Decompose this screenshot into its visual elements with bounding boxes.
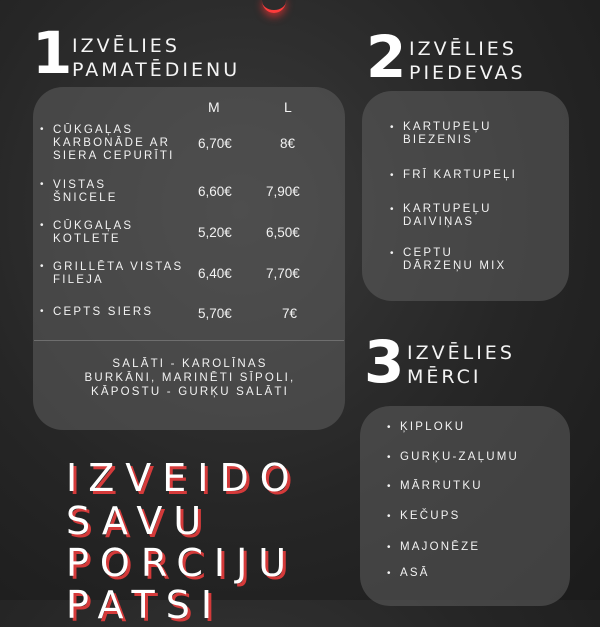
dish-name: CŪKGAĻAS KOTLETE [53,220,134,245]
dish-name: GRILLĒTA VISTAS FILEJA [53,261,184,286]
bullet-icon: • [390,248,396,259]
price-m: 5,70€ [198,306,232,321]
step-3-number: 3 [364,328,405,396]
price-l: 7,90€ [266,184,300,199]
price-m: 5,20€ [198,225,232,240]
step-1-title: IZVĒLIES PAMATĒDIENU [72,35,241,81]
bullet-icon: • [387,422,393,433]
dish-name: VISTAS ŠNICELE [53,179,118,204]
step-2-title: IZVĒLIES PIEDEVAS [409,38,526,84]
bullet-icon: • [40,261,44,272]
price-l: 6,50€ [266,225,300,240]
step-3-title: IZVĒLIES MĒRCI [407,342,515,388]
bullet-icon: • [390,122,396,133]
bullet-icon: • [387,542,393,553]
dish-name: CŪKGAĻAS KARBONĀDE AR SIERA CEPURĪTI [53,124,175,162]
neon-sign-decoration [262,0,286,13]
bullet-icon: • [390,204,396,215]
price-l: 7€ [282,306,298,321]
price-m: 6,70€ [198,136,232,151]
bullet-icon: • [387,452,393,463]
column-header-m: M [208,99,222,115]
column-header-l: L [284,99,294,115]
slogan-line-4: PATSI [66,583,224,627]
dish-name: CEPTS SIERS [53,306,154,318]
slogan-line-3: PORCIJU [66,541,298,585]
price-l: 7,70€ [266,266,300,281]
slogan-line-1: IZVEIDO [66,456,301,500]
bullet-icon: • [40,179,44,190]
step-2-number: 2 [366,23,407,91]
bullet-icon: • [40,306,44,317]
step-1-number: 1 [32,19,73,87]
price-l: 8€ [280,136,296,151]
price-m: 6,40€ [198,266,232,281]
bullet-icon: • [390,170,396,181]
salads-note: SALĀTI - KAROLĪNAS BURKĀNI, MARINĒTI SĪPOLI, KĀPOSTU - GURĶU SALĀTI [84,358,296,398]
bullet-icon: • [40,220,44,231]
bullet-icon: • [40,124,44,135]
bullet-icon: • [387,568,393,579]
price-m: 6,60€ [198,184,232,199]
menu-board: 1 IZVĒLIES PAMATĒDIENU M L • CŪKGAĻAS KARBONĀDE AR SIERA CEPURĪTI 6,70€ 8€ • VISTAS ŠNICELE 6,60€ 7,90€ • CŪKGAĻAS KOTLETE 5,20€ 6,50€ • GRILLĒTA VISTAS FILEJA 6,40€ 7,70€ • CEPTS SIERS 5,70€ 7€ SALĀTI - KAROLĪNAS BURKĀNI, MARINĒTI SĪPOLI, KĀPOSTU - GURĶU SALĀTI 2 IZVĒLIES PIEDEVAS • KARTUPEĻU BIEZENIS • FRĪ KARTUPEĻI • KARTUPEĻU DAIVIŅAS • CEPTU DĀRZEŅU MIX 3 IZVĒLIES MĒRCI • ĶIPLOKU • GURĶU-ZAĻUMU • MĀRRUTKU • KEČUPS • MAJONĒZE • ASĀ IZVEIDO SAVU PORCIJU PATSI [0,0,600,600]
slogan-line-2: SAVU [66,499,213,543]
bullet-icon: • [387,511,393,522]
bullet-icon: • [387,481,393,492]
divider [34,340,344,341]
